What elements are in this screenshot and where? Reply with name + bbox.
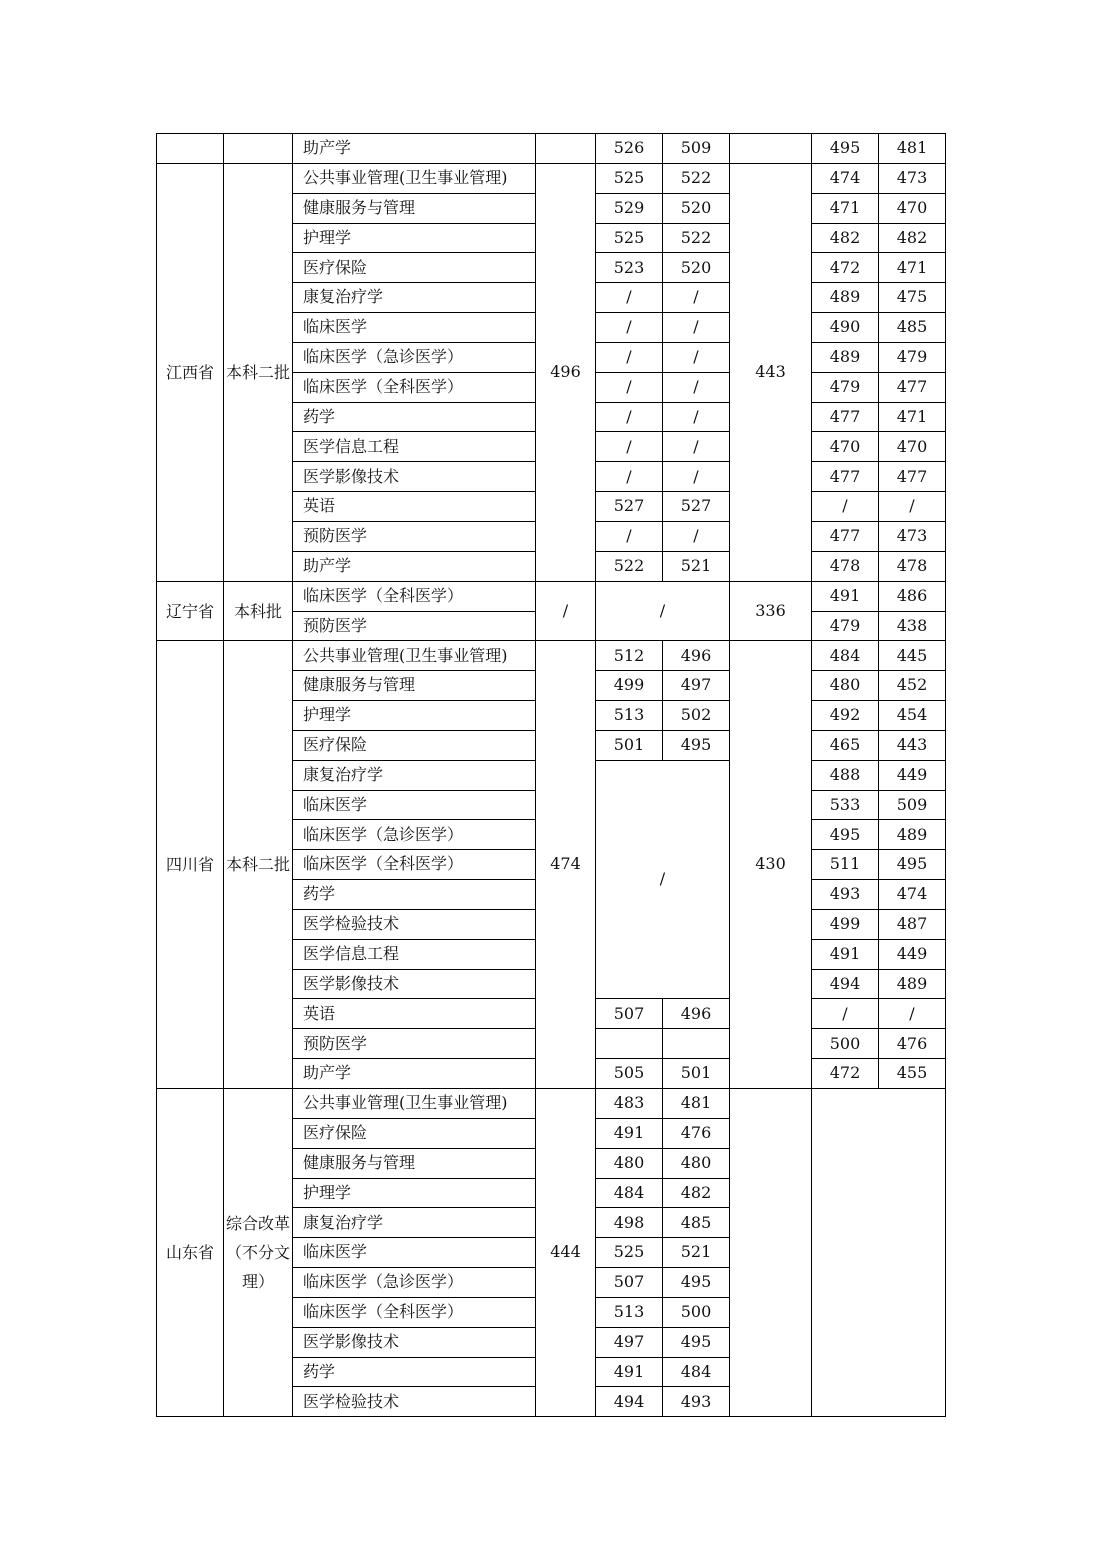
score-a-max: 505 xyxy=(596,1059,663,1089)
major-name: 预防医学 xyxy=(293,521,536,551)
control-line-a: 474 xyxy=(536,641,596,1089)
major-name: 康复治疗学 xyxy=(293,1208,536,1238)
major-name: 护理学 xyxy=(293,701,536,731)
score-b-min: 482 xyxy=(879,223,946,253)
score-a-min: / xyxy=(663,402,730,432)
score-a-max: / xyxy=(596,372,663,402)
score-a-min: 522 xyxy=(663,223,730,253)
score-b-min: 445 xyxy=(879,641,946,671)
batch-cell: 本科二批 xyxy=(224,163,293,581)
score-b-max: 471 xyxy=(812,193,879,223)
score-a-min: 521 xyxy=(663,1238,730,1268)
score-a-min: 484 xyxy=(663,1357,730,1387)
score-b-max: 479 xyxy=(812,611,879,641)
province-cell: 辽宁省 xyxy=(157,581,224,641)
score-a-max: / xyxy=(596,521,663,551)
score-b-max: 482 xyxy=(812,223,879,253)
score-b-min: 477 xyxy=(879,372,946,402)
score-b-max: 489 xyxy=(812,283,879,313)
score-a-min: 482 xyxy=(663,1178,730,1208)
score-a-max: 501 xyxy=(596,730,663,760)
score-a-min: 502 xyxy=(663,701,730,731)
major-name: 医学检验技术 xyxy=(293,1387,536,1417)
score-b-max: 491 xyxy=(812,581,879,611)
score-a-min: / xyxy=(663,342,730,372)
major-name: 健康服务与管理 xyxy=(293,671,536,701)
major-name: 护理学 xyxy=(293,223,536,253)
major-name: 健康服务与管理 xyxy=(293,193,536,223)
score-a-max xyxy=(596,1029,663,1059)
score-b-max: 499 xyxy=(812,909,879,939)
score-b-min: 470 xyxy=(879,193,946,223)
major-name: 药学 xyxy=(293,1357,536,1387)
score-a-merged: / xyxy=(596,760,730,999)
major-name: 临床医学 xyxy=(293,790,536,820)
score-a-max: / xyxy=(596,342,663,372)
score-b-min: 495 xyxy=(879,850,946,880)
major-name: 药学 xyxy=(293,880,536,910)
score-a-min: 520 xyxy=(663,253,730,283)
major-name: 助产学 xyxy=(293,551,536,581)
score-b-max: 480 xyxy=(812,671,879,701)
score-b-min: 477 xyxy=(879,462,946,492)
score-b-min: 486 xyxy=(879,581,946,611)
major-name: 预防医学 xyxy=(293,1029,536,1059)
major-name: 公共事业管理(卫生事业管理) xyxy=(293,1089,536,1119)
major-name: 公共事业管理(卫生事业管理) xyxy=(293,641,536,671)
score-b-max: 490 xyxy=(812,313,879,343)
major-name: 医学影像技术 xyxy=(293,969,536,999)
score-b-max: 488 xyxy=(812,760,879,790)
control-line-b: 430 xyxy=(730,641,812,1089)
score-a-max: 480 xyxy=(596,1148,663,1178)
score-a-min: 500 xyxy=(663,1297,730,1327)
score-b-max: 477 xyxy=(812,521,879,551)
score-b-min: 449 xyxy=(879,939,946,969)
score-a-max: 494 xyxy=(596,1387,663,1417)
major-name: 医疗保险 xyxy=(293,1118,536,1148)
score-b-min: 476 xyxy=(879,1029,946,1059)
score-a-max: 507 xyxy=(596,999,663,1029)
major-name: 助产学 xyxy=(293,1059,536,1089)
score-b-min: 449 xyxy=(879,760,946,790)
major-name: 临床医学（全科医学） xyxy=(293,372,536,402)
batch-cell: 综合改革（不分文理） xyxy=(224,1089,293,1417)
score-a-max: 499 xyxy=(596,671,663,701)
score-a-max: / xyxy=(596,402,663,432)
control-line-a: 496 xyxy=(536,163,596,581)
score-a-min: 522 xyxy=(663,163,730,193)
major-name: 医疗保险 xyxy=(293,730,536,760)
score-a-max: 522 xyxy=(596,551,663,581)
major-name: 临床医学（急诊医学） xyxy=(293,1268,536,1298)
score-a-min: / xyxy=(663,313,730,343)
major-name: 药学 xyxy=(293,402,536,432)
score-b-max: 492 xyxy=(812,701,879,731)
score-a-min: 495 xyxy=(663,1327,730,1357)
score-b-empty xyxy=(812,1089,946,1417)
score-b-min: 478 xyxy=(879,551,946,581)
major-name: 预防医学 xyxy=(293,611,536,641)
score-a-min: 509 xyxy=(663,134,730,164)
score-a-min: 501 xyxy=(663,1059,730,1089)
score-a-min: / xyxy=(663,372,730,402)
major-name: 临床医学（全科医学） xyxy=(293,850,536,880)
score-a-max: 507 xyxy=(596,1268,663,1298)
major-name: 康复治疗学 xyxy=(293,283,536,313)
control-line-a xyxy=(536,134,596,164)
score-b-min: 485 xyxy=(879,313,946,343)
table-row xyxy=(157,1089,946,1119)
major-name: 护理学 xyxy=(293,1178,536,1208)
score-a-min: 497 xyxy=(663,671,730,701)
score-b-max: 493 xyxy=(812,880,879,910)
score-a-min: / xyxy=(663,432,730,462)
score-b-min: 473 xyxy=(879,521,946,551)
major-name: 临床医学（全科医学） xyxy=(293,1297,536,1327)
score-a-min: 496 xyxy=(663,641,730,671)
score-a-max: 483 xyxy=(596,1089,663,1119)
major-name: 助产学 xyxy=(293,134,536,164)
score-b-max: 479 xyxy=(812,372,879,402)
score-b-min: 455 xyxy=(879,1059,946,1089)
batch-cell: 本科批 xyxy=(224,581,293,641)
score-b-min: 471 xyxy=(879,253,946,283)
score-b-max: 478 xyxy=(812,551,879,581)
score-b-max: 477 xyxy=(812,462,879,492)
major-name: 医学影像技术 xyxy=(293,1327,536,1357)
score-a-max: 527 xyxy=(596,492,663,522)
score-a-max: 523 xyxy=(596,253,663,283)
score-b-min: 474 xyxy=(879,880,946,910)
score-a-min: 495 xyxy=(663,730,730,760)
control-line-b xyxy=(730,134,812,164)
control-line-b: 443 xyxy=(730,163,812,581)
score-b-min: 470 xyxy=(879,432,946,462)
score-a-min: 527 xyxy=(663,492,730,522)
score-a-max: 525 xyxy=(596,163,663,193)
score-a-merged: / xyxy=(596,581,730,641)
major-name: 英语 xyxy=(293,492,536,522)
table-row xyxy=(157,581,946,611)
score-b-max: 533 xyxy=(812,790,879,820)
major-name: 临床医学 xyxy=(293,313,536,343)
score-b-min: / xyxy=(879,492,946,522)
admission-score-table xyxy=(156,133,946,1417)
score-b-min: 443 xyxy=(879,730,946,760)
province-cell: 江西省 xyxy=(157,163,224,581)
score-a-max: 513 xyxy=(596,701,663,731)
score-a-max: 526 xyxy=(596,134,663,164)
score-a-min: / xyxy=(663,283,730,313)
major-name: 临床医学 xyxy=(293,1238,536,1268)
score-b-max: 495 xyxy=(812,134,879,164)
score-a-max: 525 xyxy=(596,1238,663,1268)
score-a-max: / xyxy=(596,432,663,462)
score-a-max: / xyxy=(596,283,663,313)
major-name: 医疗保险 xyxy=(293,253,536,283)
major-name: 康复治疗学 xyxy=(293,760,536,790)
control-line-b: 336 xyxy=(730,581,812,641)
table-body xyxy=(157,134,946,1417)
province-cell: 山东省 xyxy=(157,1089,224,1417)
score-b-min: 489 xyxy=(879,820,946,850)
score-a-min: 521 xyxy=(663,551,730,581)
table-row xyxy=(157,641,946,671)
table-row xyxy=(157,134,946,164)
score-b-max: 470 xyxy=(812,432,879,462)
score-b-max: 511 xyxy=(812,850,879,880)
score-b-min: 452 xyxy=(879,671,946,701)
score-a-min: / xyxy=(663,462,730,492)
score-b-max: 477 xyxy=(812,402,879,432)
score-a-min: / xyxy=(663,521,730,551)
batch-cell xyxy=(224,134,293,164)
score-b-min: 438 xyxy=(879,611,946,641)
score-b-min: / xyxy=(879,999,946,1029)
score-b-max: 489 xyxy=(812,342,879,372)
score-b-max: 500 xyxy=(812,1029,879,1059)
score-a-max: 491 xyxy=(596,1357,663,1387)
score-a-min: 481 xyxy=(663,1089,730,1119)
major-name: 医学影像技术 xyxy=(293,462,536,492)
score-a-min: 496 xyxy=(663,999,730,1029)
major-name: 临床医学（急诊医学） xyxy=(293,820,536,850)
score-b-max: 491 xyxy=(812,939,879,969)
control-line-a: 444 xyxy=(536,1089,596,1417)
score-b-min: 487 xyxy=(879,909,946,939)
major-name: 英语 xyxy=(293,999,536,1029)
score-a-min xyxy=(663,1029,730,1059)
control-line-a: / xyxy=(536,581,596,641)
score-a-min: 520 xyxy=(663,193,730,223)
score-a-max: 491 xyxy=(596,1118,663,1148)
score-b-max: 474 xyxy=(812,163,879,193)
score-b-min: 475 xyxy=(879,283,946,313)
score-b-max: / xyxy=(812,999,879,1029)
score-b-max: 472 xyxy=(812,1059,879,1089)
major-name: 医学检验技术 xyxy=(293,909,536,939)
major-name: 医学信息工程 xyxy=(293,432,536,462)
score-b-max: 484 xyxy=(812,641,879,671)
score-a-max: / xyxy=(596,313,663,343)
score-a-max: 484 xyxy=(596,1178,663,1208)
score-a-min: 476 xyxy=(663,1118,730,1148)
score-a-max: 498 xyxy=(596,1208,663,1238)
major-name: 临床医学（全科医学） xyxy=(293,581,536,611)
score-b-min: 481 xyxy=(879,134,946,164)
score-a-max: 513 xyxy=(596,1297,663,1327)
score-a-max: / xyxy=(596,462,663,492)
score-b-min: 471 xyxy=(879,402,946,432)
score-a-max: 529 xyxy=(596,193,663,223)
province-cell: 四川省 xyxy=(157,641,224,1089)
score-b-max: 495 xyxy=(812,820,879,850)
control-line-b xyxy=(730,1089,812,1417)
score-b-max: 465 xyxy=(812,730,879,760)
score-b-min: 479 xyxy=(879,342,946,372)
score-a-max: 497 xyxy=(596,1327,663,1357)
score-a-min: 485 xyxy=(663,1208,730,1238)
score-b-max: 494 xyxy=(812,969,879,999)
province-cell xyxy=(157,134,224,164)
score-a-max: 525 xyxy=(596,223,663,253)
score-a-min: 495 xyxy=(663,1268,730,1298)
batch-cell: 本科二批 xyxy=(224,641,293,1089)
score-b-min: 473 xyxy=(879,163,946,193)
score-b-max: 472 xyxy=(812,253,879,283)
major-name: 医学信息工程 xyxy=(293,939,536,969)
score-b-min: 489 xyxy=(879,969,946,999)
major-name: 临床医学（急诊医学） xyxy=(293,342,536,372)
score-b-min: 509 xyxy=(879,790,946,820)
major-name: 公共事业管理(卫生事业管理) xyxy=(293,163,536,193)
major-name: 健康服务与管理 xyxy=(293,1148,536,1178)
score-b-max: / xyxy=(812,492,879,522)
table-row xyxy=(157,163,946,193)
score-b-min: 454 xyxy=(879,701,946,731)
score-a-min: 493 xyxy=(663,1387,730,1417)
score-a-max: 512 xyxy=(596,641,663,671)
score-a-min: 480 xyxy=(663,1148,730,1178)
